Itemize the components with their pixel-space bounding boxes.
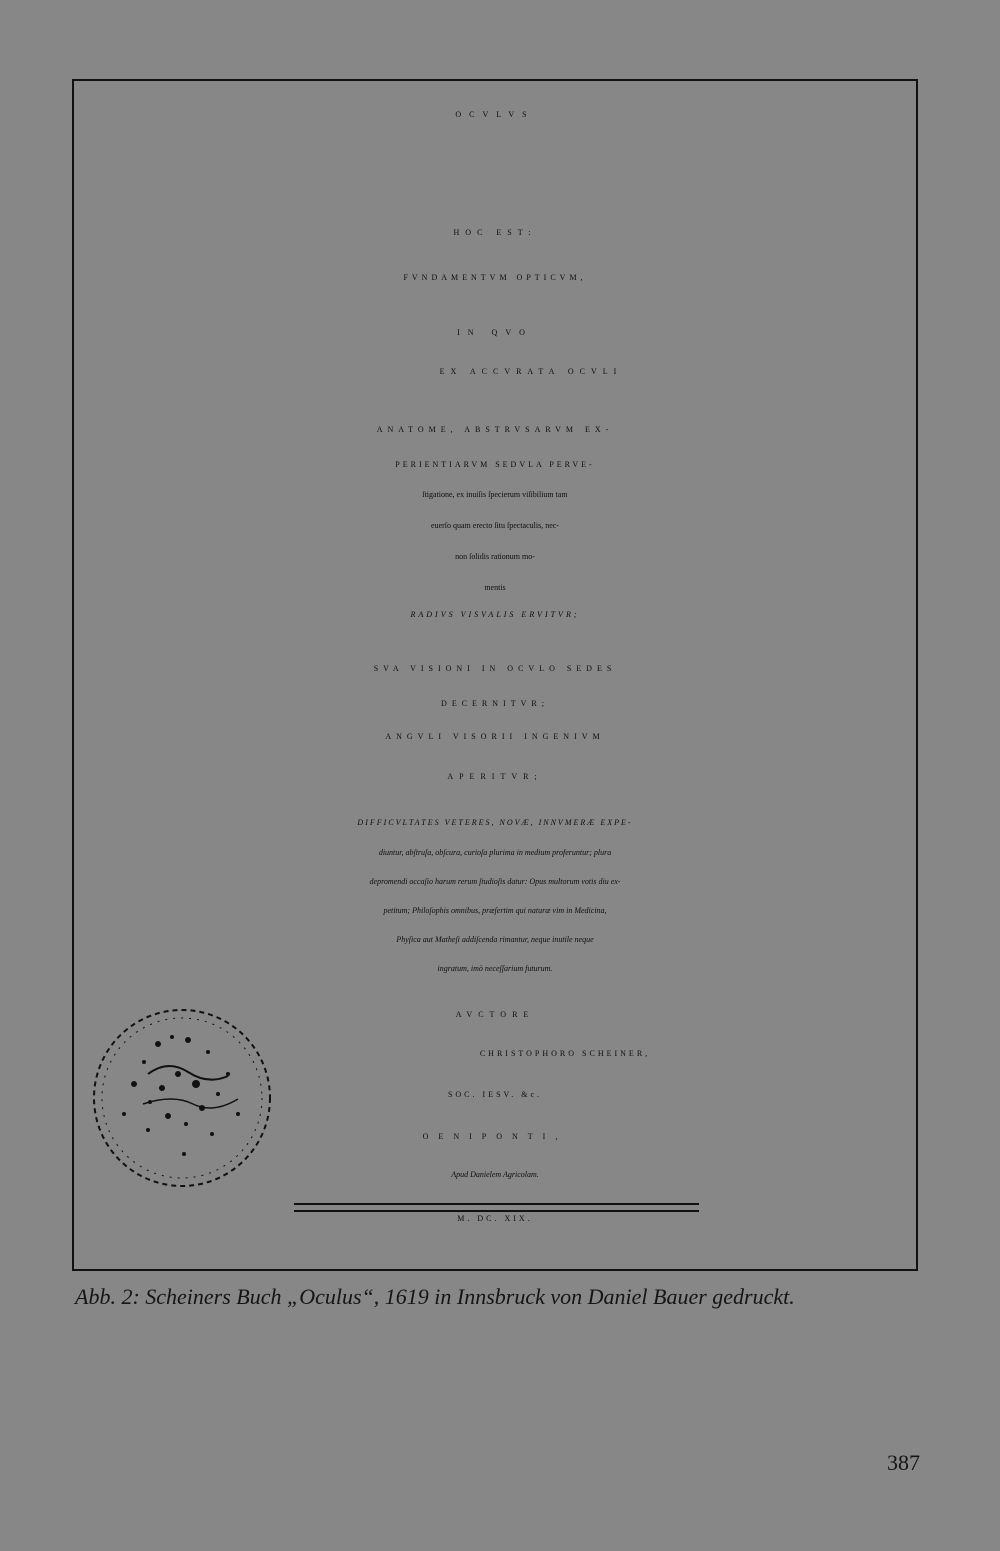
divider-rule — [294, 1203, 699, 1205]
title-page-reproduction — [72, 79, 918, 1271]
author-order: SOC. IESV. &c. — [447, 1090, 543, 1099]
subtitle-ex-accurata: EX ACCVRATA OCVLI — [439, 367, 623, 376]
aperitur-line: APERITVR; — [447, 772, 543, 781]
italic-text-line: diuntur, abſtruſa, obſcura, curioſa plurima in medium proferuntur; plura — [378, 848, 612, 857]
small-text-line: mentis — [484, 583, 506, 592]
printer-line: Apud Danielem Agricolam. — [451, 1170, 539, 1179]
italic-text-line: depromendi occaſio harum rerum ſtudioſis datur: Opus multorum votis diu ex- — [369, 877, 621, 886]
figure-caption: Abb. 2: Scheiners Buch „Oculus“, 1619 in Innsbruck von Daniel Bauer gedruckt. — [75, 1284, 795, 1309]
author-name: CHRISTOPHORO SCHEINER, — [479, 1049, 651, 1058]
subtitle-anatome: ANATOME, ABSTRVSARVM EX- — [376, 425, 614, 434]
divider-rule — [294, 1210, 699, 1212]
italic-text-line: DIFFICVLTATES VETERES, NOVÆ, INNVMERÆ EXPE- — [357, 818, 633, 827]
publication-year: M. DC. XIX. — [457, 1214, 533, 1223]
subtitle-perientiarum: PERIENTIARVM SEDVLA PERVE- — [395, 460, 595, 469]
small-text-line: non ſolidis rationum mo- — [455, 552, 535, 561]
italic-text-line: Phyſica aut Matheſi addiſcenda rimantur, neque inutile neque — [396, 935, 594, 944]
italic-text-line: ingratum, imò neceſſarium futurum. — [437, 964, 553, 973]
decernitur-line: DECERNITVR; — [441, 699, 549, 708]
anguli-line: ANGVLI VISORII INGENIVM — [385, 732, 605, 741]
book-title: OCVLVS — [455, 110, 535, 119]
sua-visioni-line: SVA VISIONI IN OCVLO SEDES — [373, 664, 617, 673]
subtitle-hoc-est: HOC EST: — [453, 228, 537, 237]
small-text-line: euerſo quam erecto ſitu ſpectaculis, nec- — [431, 521, 559, 530]
radius-visualis-line: RADIVS VISVALIS ERVITVR; — [410, 610, 580, 619]
italic-text-line: petitum; Philoſophis omnibus, præſertim qui naturæ vim in Medicina, — [383, 906, 607, 915]
place-of-printing: OENIPONTI, — [422, 1132, 568, 1141]
subtitle-fundamentum: FVNDAMENTVM OPTICVM, — [403, 273, 587, 282]
auctore-line: AVCTORE — [455, 1010, 535, 1019]
page-number: 387 — [887, 1450, 920, 1475]
subtitle-in-quo: IN QVO — [457, 328, 533, 337]
small-text-line: ſtigatione, ex inuiſis ſpecierum viſibilium tam — [422, 490, 568, 499]
